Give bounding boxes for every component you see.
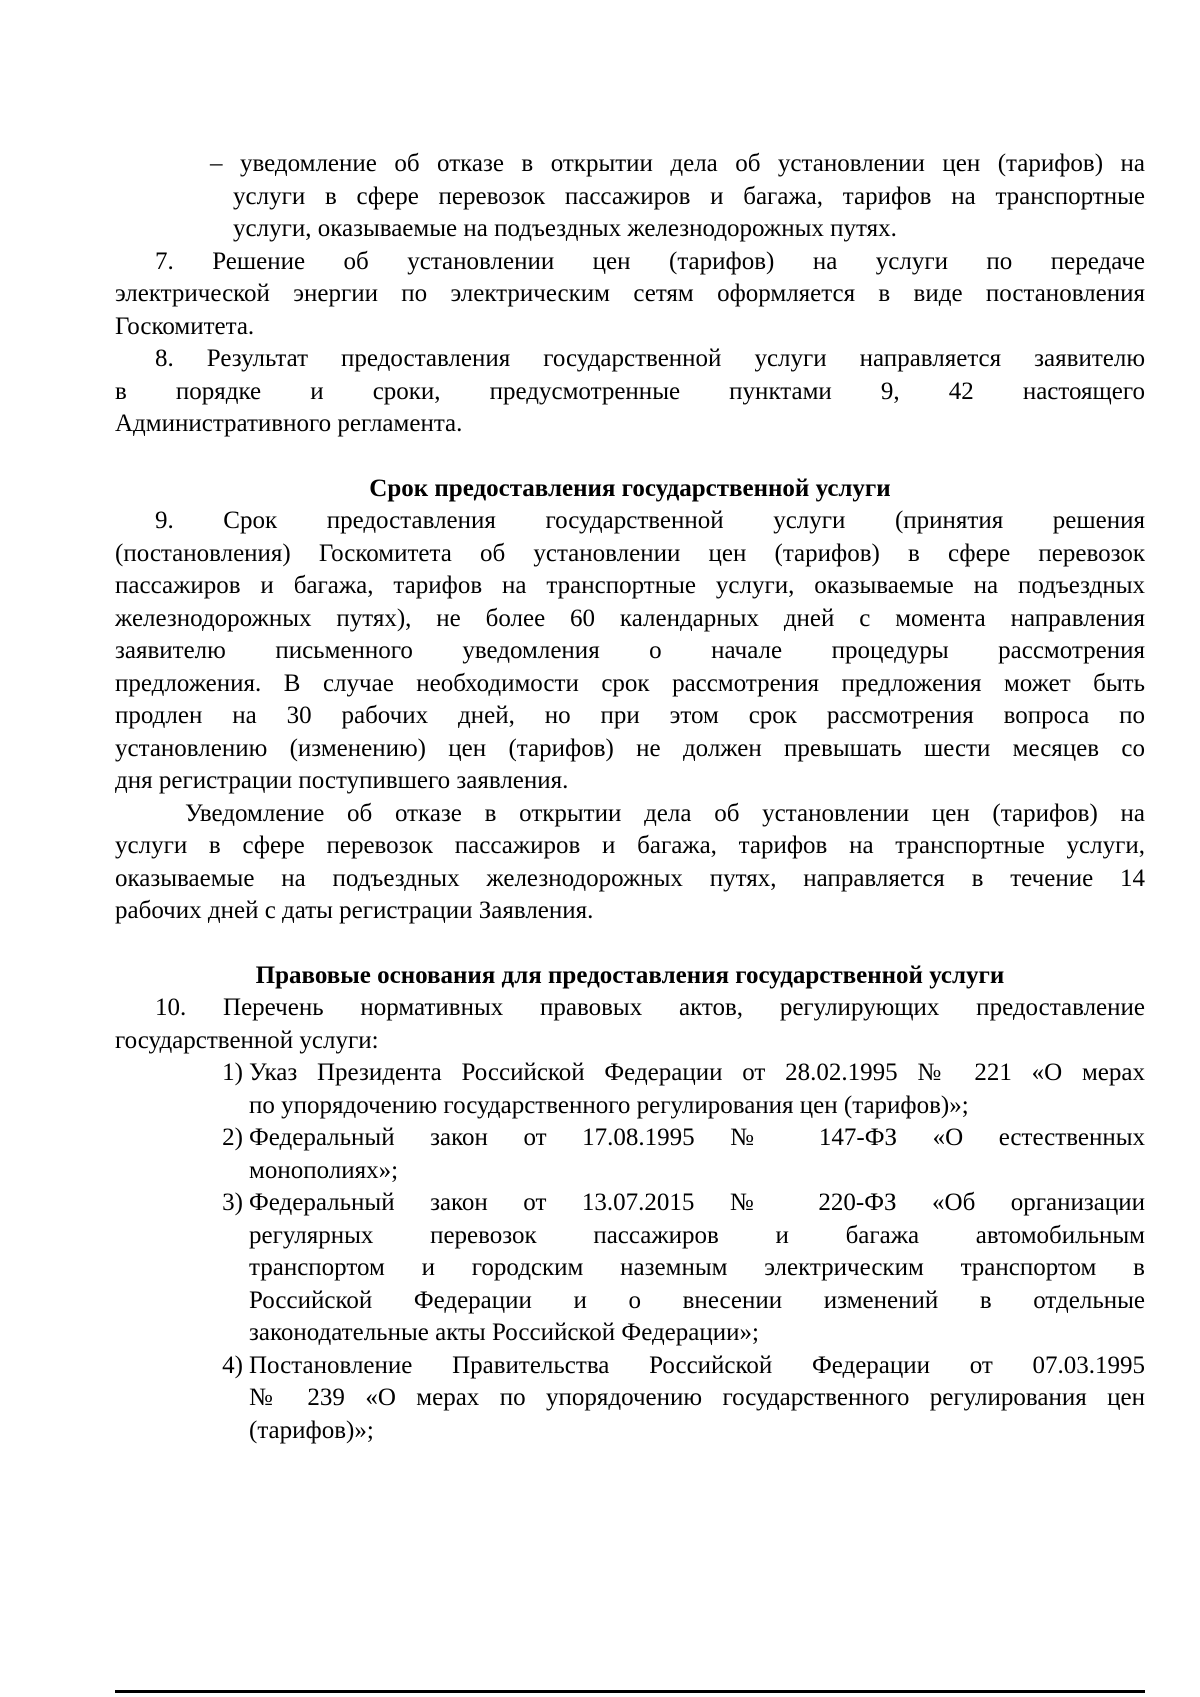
paragraph-line: установлению (изменению) цен (тарифов) не должен превышать шести месяцев со xyxy=(115,734,1145,762)
page-bottom-rule xyxy=(115,1690,1145,1693)
list-item-line: Федеральный закон от 17.08.1995 № 147-ФЗ «О естественных xyxy=(249,1124,1145,1151)
paragraph-line: 10. Перечень нормативных правовых актов, регулирующих предоставление xyxy=(155,994,1145,1021)
list-item-line: монополиях»; xyxy=(249,1156,399,1184)
list-item-line: Федеральный закон от 13.07.2015 № 220-ФЗ «Об организации xyxy=(249,1189,1145,1216)
paragraph-line: Административного регламента. xyxy=(115,410,463,437)
list-item-line: Постановление Правительства Российской Федерации от 07.03.1995 xyxy=(249,1351,1145,1379)
paragraph-line: 7. Решение об установлении цен (тарифов) на услуги по передаче xyxy=(155,247,1145,275)
paragraph-line: Госкомитета. xyxy=(115,312,255,340)
paragraph-line: рабочих дней с даты регистрации Заявления. xyxy=(115,897,594,924)
list-item xyxy=(205,1187,1145,1350)
list-item-text xyxy=(249,1057,1145,1122)
list-item-line: регулярных перевозок пассажиров и багажа автомобильным xyxy=(249,1221,1145,1249)
list-item-text xyxy=(249,1122,1145,1187)
list-item xyxy=(205,1122,1145,1187)
list-item-line: Указ Президента Российской Федерации от 28.02.1995 № 221 «О мерах xyxy=(249,1059,1145,1086)
list-item-line: по упорядочению государственного регулирования цен (тарифов)»; xyxy=(249,1091,969,1119)
paragraph-line: железнодорожных путях), не более 60 календарных дней с момента направления xyxy=(115,604,1145,632)
paragraph-line: предложения. В случае необходимости срок рассмотрения предложения может быть xyxy=(115,669,1145,697)
paragraph-line: пассажиров и багажа, тарифов на транспортные услуги, оказываемые на подъездных xyxy=(115,572,1145,599)
paragraph-line: 8. Результат предоставления государственной услуги направляется заявителю xyxy=(155,345,1145,372)
document-body xyxy=(115,148,1145,1447)
section-heading-legal: Правовые основания для предоставления государственной услуги xyxy=(255,961,1005,989)
paragraph-line: услуги в сфере перевозок пассажиров и багажа, тарифов на транспортные услуги, xyxy=(115,832,1145,859)
list-item-number: 4) xyxy=(222,1351,243,1379)
paragraph-line: (постановления) Госкомитета об установлении цен (тарифов) в сфере перевозок xyxy=(115,539,1145,567)
section-gap xyxy=(115,928,1145,960)
list-item-text xyxy=(249,1187,1145,1350)
list-item-number: 2) xyxy=(222,1124,243,1151)
list-item-line: законодательные акты Российской Федерации»; xyxy=(249,1319,759,1346)
paragraph-10 xyxy=(115,992,1145,1057)
list-item-text xyxy=(249,1350,1145,1448)
list-item-number: 3) xyxy=(222,1189,243,1216)
list-item-line: № 239 «О мерах по упорядочению государственного регулирования цен xyxy=(249,1384,1145,1411)
list-item xyxy=(205,1350,1145,1448)
dash-item-line: услуги, оказываемые на подъездных железнодорожных путях. xyxy=(233,215,897,242)
paragraph-line: в порядке и сроки, предусмотренные пунктами 9, 42 настоящего xyxy=(115,377,1145,405)
paragraph-7 xyxy=(115,246,1145,344)
paragraph-line: Уведомление об отказе в открытии дела об установлении цен (тарифов) на xyxy=(185,799,1145,827)
section-heading-term: Срок предоставления государственной услуги xyxy=(369,474,891,502)
dash-list-item xyxy=(115,148,1145,246)
paragraph-line: оказываемые на подъездных железнодорожных путях, направляется в течение 14 xyxy=(115,864,1145,892)
paragraph-line: 9. Срок предоставления государственной услуги (принятия решения xyxy=(155,507,1145,534)
section-gap xyxy=(115,441,1145,473)
legal-acts-list xyxy=(115,1057,1145,1447)
list-item-line: транспортом и городским наземным электрическим транспортом в xyxy=(249,1254,1145,1281)
list-item-line: (тарифов)»; xyxy=(249,1416,374,1444)
paragraph-9 xyxy=(115,505,1145,798)
list-item xyxy=(205,1057,1145,1122)
paragraph-8 xyxy=(115,343,1145,441)
paragraph-line: государственной услуги: xyxy=(115,1026,379,1054)
paragraph-line: продлен на 30 рабочих дней, но при этом срок рассмотрения вопроса по xyxy=(115,702,1145,729)
dash-item-line: услуги в сфере перевозок пассажиров и багажа, тарифов на транспортные xyxy=(233,182,1145,210)
list-item-line: Российской Федерации и о внесении изменений в отдельные xyxy=(249,1286,1145,1314)
paragraph-line: электрической энергии по электрическим сетям оформляется в виде постановления xyxy=(115,280,1145,307)
paragraph-line: заявителю письменного уведомления о начале процедуры рассмотрения xyxy=(115,637,1145,664)
paragraph-notice xyxy=(115,798,1145,928)
dash-item-line: – уведомление об отказе в открытии дела об установлении цен (тарифов) на xyxy=(210,150,1145,177)
list-item-number: 1) xyxy=(222,1059,243,1086)
paragraph-line: дня регистрации поступившего заявления. xyxy=(115,767,569,794)
